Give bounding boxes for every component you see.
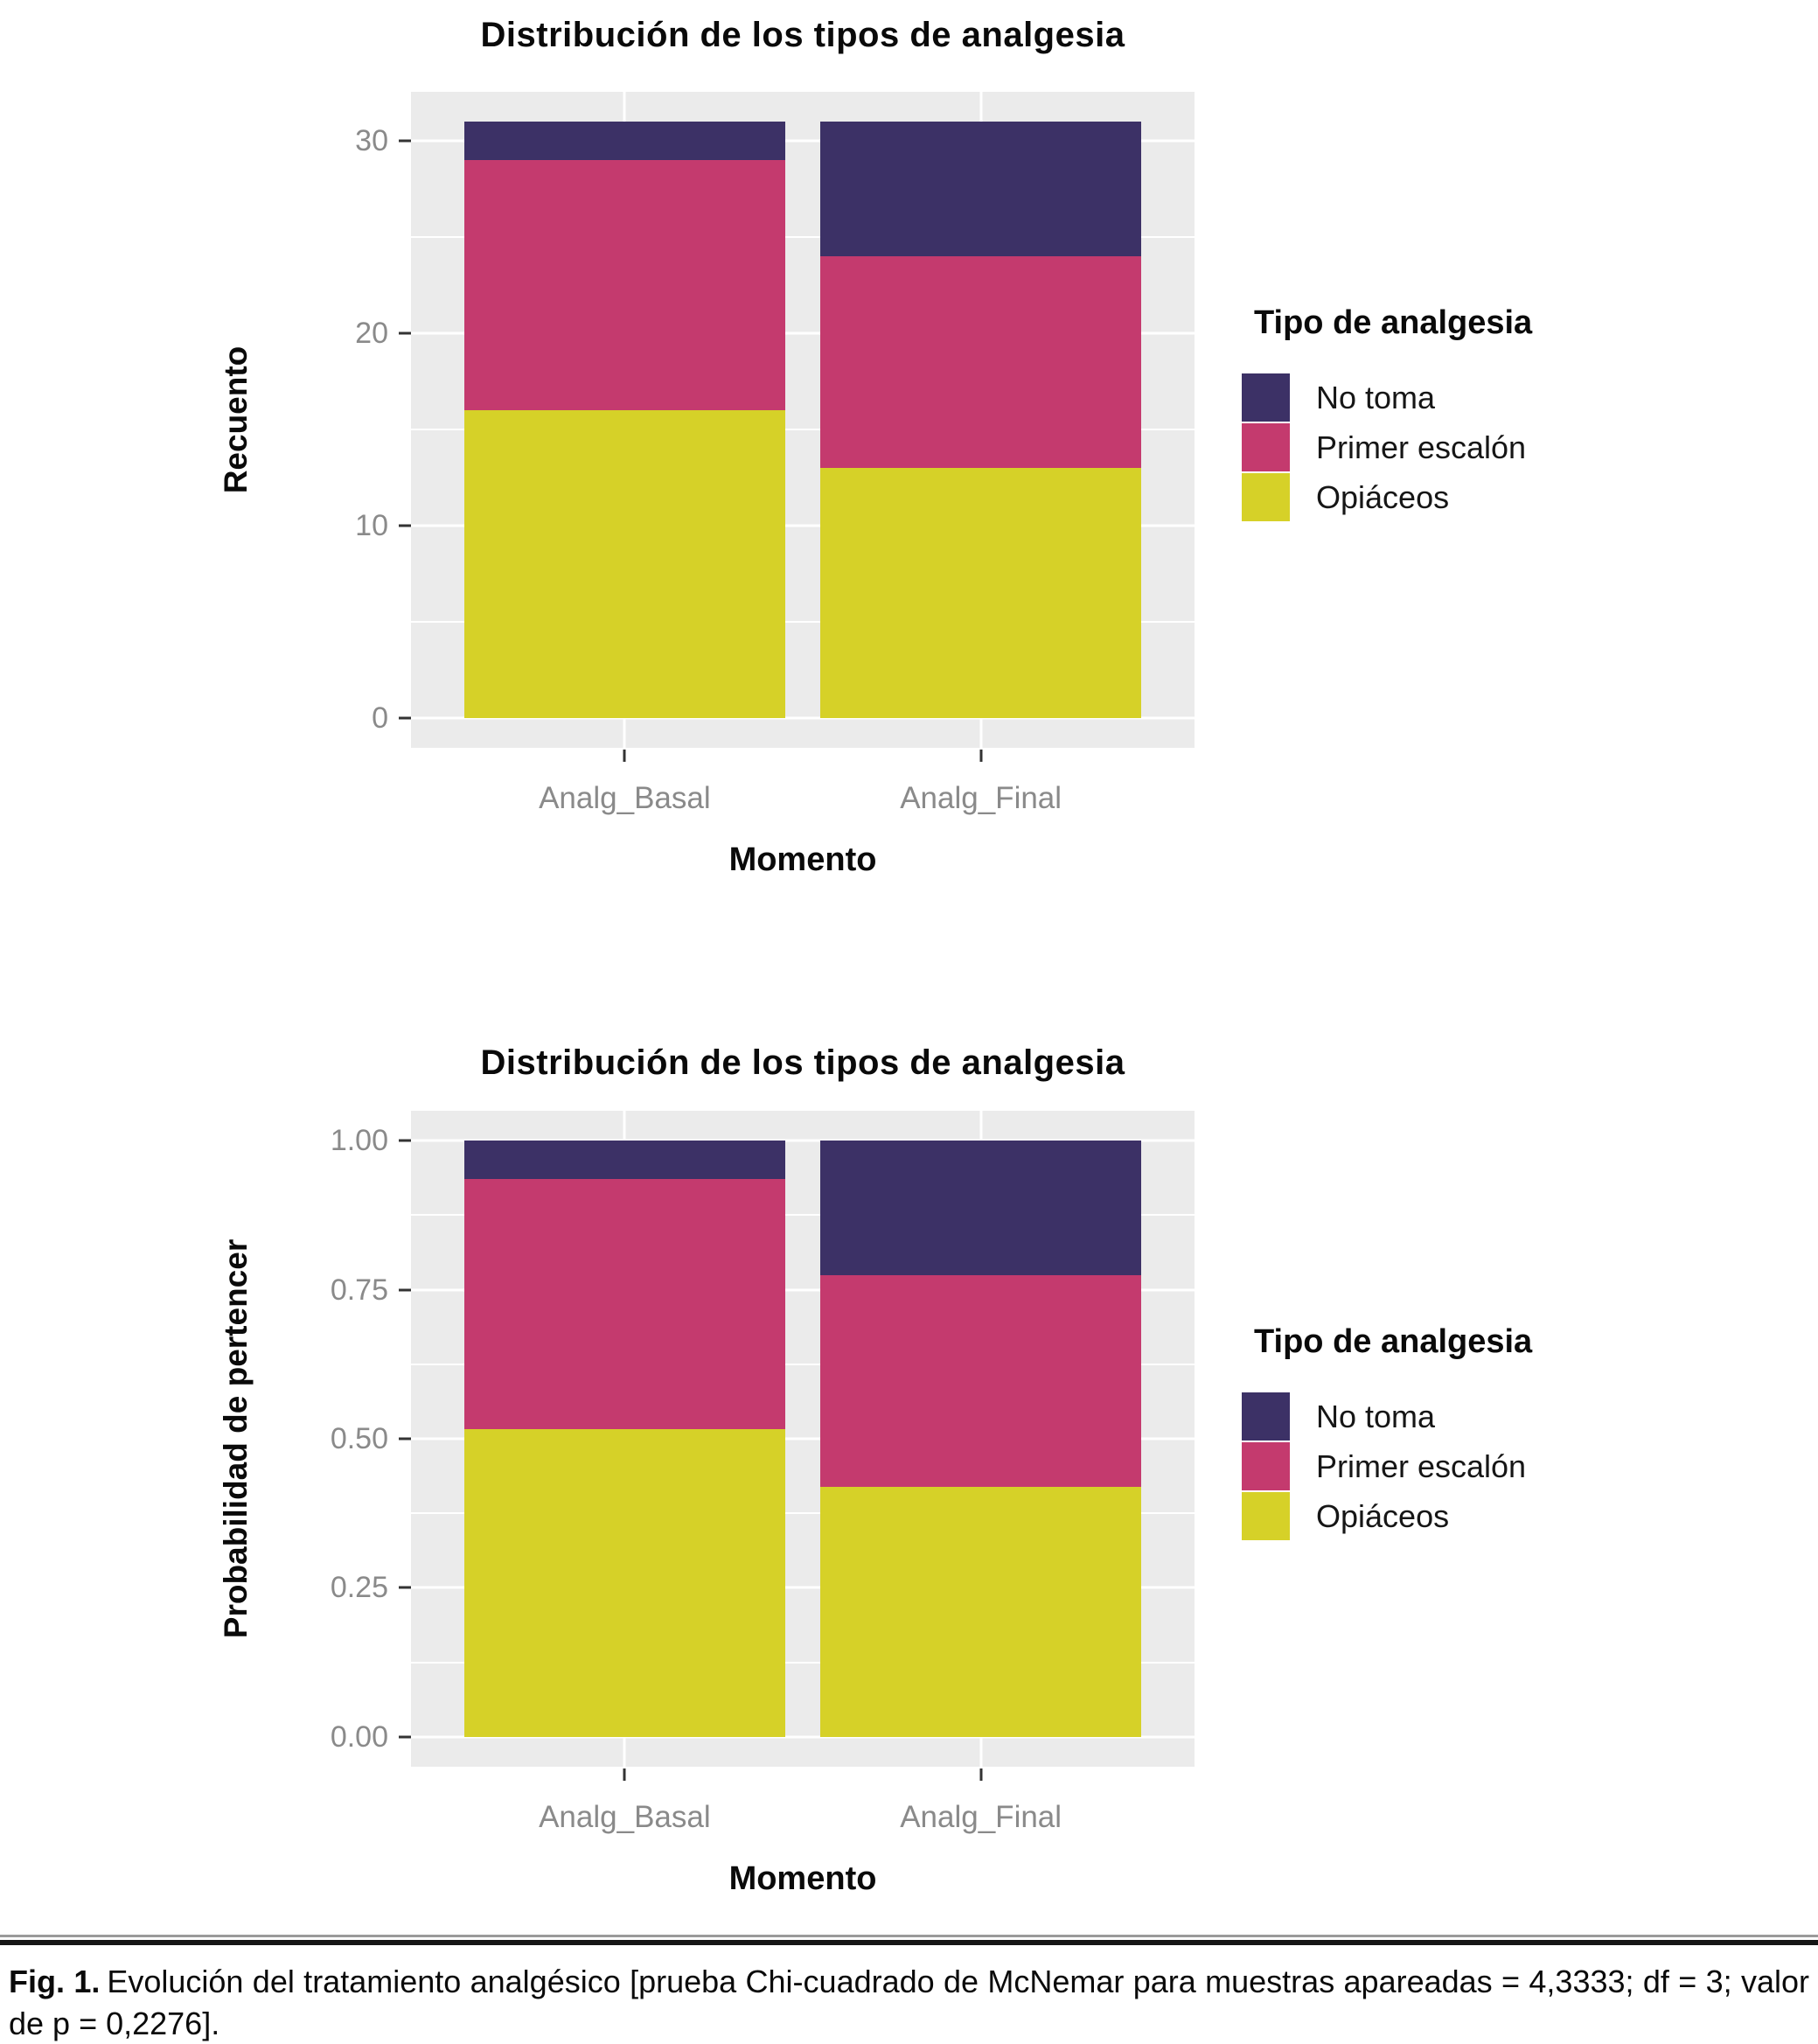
caption-body: Evolución del tratamiento analgésico [prueba Chi-cuadrado de McNemar para muestras apareadas = 4,3333; df = 3; valor de p = 0,2276]. <box>9 1964 1809 2041</box>
y-tick <box>399 1438 411 1441</box>
bar-segment <box>820 256 1141 468</box>
figure-caption <box>0 1935 1818 2044</box>
bar-segment <box>464 122 785 160</box>
y-tick <box>399 140 411 143</box>
legend-key-label: Opiáceos <box>1316 1497 1450 1534</box>
y-tick <box>399 1140 411 1142</box>
y-tick-label: 1.00 <box>330 1124 388 1158</box>
bar-segment <box>464 1179 785 1429</box>
bar-segment <box>464 1141 785 1179</box>
x-tick-label: Analg_Final <box>900 1800 1062 1834</box>
x-tick-label: Analg_Basal <box>539 781 711 815</box>
plot-panel <box>411 1111 1195 1767</box>
y-tick <box>399 1735 411 1738</box>
y-tick-label: 0.25 <box>330 1571 388 1605</box>
proportion-chart <box>0 1019 1818 1911</box>
legend-key-label: Primer escalón <box>1316 1448 1527 1484</box>
y-tick-label: 0.50 <box>330 1422 388 1455</box>
chart-title: Distribución de los tipos de analgesia <box>480 1043 1125 1082</box>
bar-segment <box>820 1487 1141 1737</box>
legend <box>1242 1323 1644 1542</box>
legend-item <box>1242 473 1644 521</box>
y-tick <box>399 524 411 527</box>
x-axis-title: Momento <box>728 1860 877 1897</box>
y-axis <box>0 92 411 748</box>
count-chart <box>0 0 1818 980</box>
legend <box>1242 304 1644 523</box>
y-tick-label: 0.75 <box>330 1273 388 1307</box>
legend-key-swatch <box>1242 473 1290 521</box>
legend-title: Tipo de analgesia <box>1254 304 1533 341</box>
legend-title: Tipo de analgesia <box>1254 1323 1533 1360</box>
legend-item <box>1242 1442 1644 1490</box>
bar-segment <box>820 468 1141 718</box>
legend-key-swatch <box>1242 373 1290 422</box>
bar-segment <box>820 1275 1141 1487</box>
bar-segment <box>820 1141 1141 1275</box>
bar-segment <box>464 1429 785 1737</box>
x-tick-label: Analg_Final <box>900 781 1062 815</box>
legend-items <box>1242 373 1644 521</box>
caption-label: Fig. 1. <box>9 1964 101 1999</box>
x-axis-title: Momento <box>728 841 877 878</box>
legend-item <box>1242 373 1644 422</box>
bar-segment <box>464 410 785 718</box>
y-tick <box>399 1288 411 1291</box>
y-tick-label: 0 <box>372 701 388 735</box>
y-tick-label: 20 <box>355 317 388 351</box>
y-tick <box>399 1587 411 1589</box>
y-axis <box>0 1111 411 1767</box>
legend-item <box>1242 1492 1644 1540</box>
x-tick-label: Analg_Basal <box>539 1800 711 1834</box>
legend-item <box>1242 1392 1644 1441</box>
bar-segment <box>464 160 785 410</box>
bar-segment <box>820 122 1141 256</box>
legend-key-swatch <box>1242 423 1290 471</box>
x-tick <box>979 750 982 762</box>
y-tick <box>399 332 411 335</box>
legend-items <box>1242 1392 1644 1540</box>
x-tick <box>979 1768 982 1781</box>
legend-key-swatch <box>1242 1442 1290 1490</box>
legend-item <box>1242 423 1644 471</box>
y-tick-label: 30 <box>355 124 388 158</box>
y-tick-label: 0.00 <box>330 1720 388 1754</box>
plot-panel <box>411 92 1195 748</box>
y-tick <box>399 716 411 719</box>
legend-key-swatch <box>1242 1492 1290 1540</box>
x-tick <box>623 1768 626 1781</box>
legend-key-label: No toma <box>1316 1398 1436 1434</box>
legend-key-label: Primer escalón <box>1316 429 1527 465</box>
y-axis-title: Recuento <box>218 345 254 494</box>
legend-key-label: No toma <box>1316 379 1436 415</box>
caption-text <box>9 1961 1809 2044</box>
caption-rule-thick <box>0 1940 1818 1945</box>
legend-key-swatch <box>1242 1392 1290 1441</box>
y-tick-label: 10 <box>355 508 388 542</box>
chart-title: Distribución de los tipos de analgesia <box>480 16 1125 54</box>
legend-key-label: Opiáceos <box>1316 478 1450 515</box>
x-tick <box>623 750 626 762</box>
y-axis-title: Probabilidad de pertencer <box>218 1238 254 1639</box>
caption-rule-thin <box>0 1935 1818 1937</box>
